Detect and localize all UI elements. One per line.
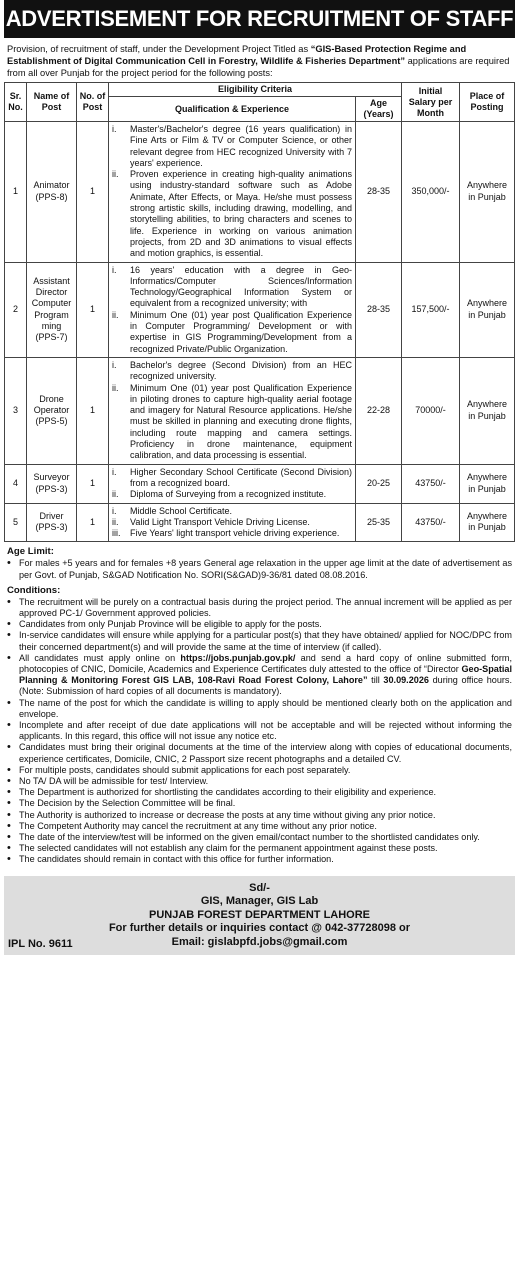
condition-item-apply: • All candidates must apply online on https://jobs.punjab.gov.pk/ and send a hard copy of online submitted form, photocopies of CNIC, Domicile, Academics and Experience Certificates duly attested to the office of “Director Geo-Spatial Planning & Monitoring Forest GIS LAB, 108-Ravi Road Forest Colony, Lahore” till 30.09.2026 during office hours. (Note: Submission of hard copies of all documents is mandatory).	[7, 651, 512, 697]
qualification-numeral: ii.	[112, 309, 119, 320]
qualification-text: Valid Light Transport Vehicle Driving License.	[130, 516, 310, 527]
conditions-heading: Conditions:	[7, 584, 61, 596]
age-limit-item: • For males +5 years and for females +8 years General age relaxation in the upper age limit at the date of advertisement as per Govt. of Punjab, S&GAD Notification No. SORI(S&GAD)9-36/81 dated 08.08.2016.	[7, 557, 512, 580]
condition-item: • Incomplete and after receipt of due date applications will not be acceptable and will be rejected without informing the applicants. In this regard, this office will not issue any notice etc.	[7, 719, 512, 742]
cell-place: Anywhere in Punjab	[460, 122, 515, 263]
apply-url-link[interactable]: https://jobs.punjab.gov.pk/	[180, 652, 296, 663]
qualification-numeral: ii.	[112, 382, 119, 393]
posts-table-body	[5, 122, 515, 542]
cell-sr: 5	[5, 503, 27, 542]
qualification-numeral: ii.	[112, 516, 119, 527]
table-row	[5, 464, 515, 503]
condition-item: • The Competent Authority may cancel the recruitment at any time without any prior notice.	[7, 819, 377, 832]
qualification-item	[112, 360, 352, 383]
cell-qualification	[109, 122, 356, 263]
cell-qualification	[109, 262, 356, 357]
advertisement	[4, 0, 515, 955]
cell-qualification	[109, 357, 356, 464]
qualification-item	[112, 467, 352, 490]
footer-department: PUNJAB FOREST DEPARTMENT LAHORE	[148, 908, 371, 921]
qualification-numeral: i.	[112, 264, 117, 275]
condition-item: • No TA/ DA will be admissible for test/ Interview.	[7, 775, 209, 788]
condition-item: • The Authority is authorized to increase or decrease the posts at any time without giving any prior notice.	[7, 808, 436, 821]
age-limit-list	[4, 558, 515, 580]
qualification-item	[112, 489, 352, 500]
apply-text-2: and send a hard copy of online submitted form, photocopies of CNIC, Domicile, Academics and Experience Certificates duly attested to the office of “Director	[19, 652, 512, 675]
qualification-text: Minimum One (01) year post Qualification Experience in piloting drones to capture high-quality aerial footage and imagery for Natural Resource applications. He/she must be skilled in planning and executing drone flights, including route mapping and camera settings. Proficiency in drone maintenance, equipment calibration, and data processing is essential.	[130, 382, 352, 461]
cell-age: 20-25	[356, 464, 402, 503]
qualification-text: Master's/Bachelor's degree (16 years qualification) in Fine Arts or Film & TV or Computer Science, or other relevant degree from HEC recognized University with 7 years' experience.	[130, 124, 352, 168]
cell-post-name: Driver (PPS-3)	[27, 503, 77, 542]
qualification-numeral: i.	[112, 466, 117, 477]
qualification-item	[112, 124, 352, 169]
table-row	[5, 262, 515, 357]
qualification-text: Diploma of Surveying from a recognized institute.	[130, 489, 327, 500]
qualification-item	[112, 506, 352, 517]
age-limit-heading: Age Limit:	[7, 546, 54, 558]
cell-post-name: Drone Operator (PPS-5)	[27, 357, 77, 464]
table-row	[5, 357, 515, 464]
cell-qualification	[109, 503, 356, 542]
cell-place: Anywhere in Punjab	[460, 262, 515, 357]
cell-sr: 4	[5, 464, 27, 503]
cell-age: 22-28	[356, 357, 402, 464]
cell-place: Anywhere in Punjab	[460, 503, 515, 542]
header-salary: Initial Salary per Month	[402, 83, 460, 122]
qualification-item	[112, 528, 352, 539]
qualification-numeral: i.	[112, 505, 117, 516]
footer-contact: For further details or inquiries contact @ 042-37728098 or	[108, 922, 411, 935]
footer-designation: GIS, Manager, GIS Lab	[200, 895, 319, 908]
cell-qualification	[109, 464, 356, 503]
cell-num-posts: 1	[77, 262, 109, 357]
condition-item: • The date of the interview/test will be informed on the given email/contact number to the shortlisted candidates only.	[7, 831, 480, 844]
qualification-item	[112, 169, 352, 259]
qualification-item	[112, 517, 352, 528]
cell-post-name: Animator (PPS-8)	[27, 122, 77, 263]
cell-age: 28-35	[356, 262, 402, 357]
qualification-text: Higher Secondary School Certificate (Second Division) from a recognized board.	[130, 466, 352, 488]
condition-item: • The selected candidates will not establish any claim for the permanent appointment against these posts.	[7, 842, 438, 855]
ipl-number: IPL No. 9611	[8, 937, 73, 950]
qualification-numeral: ii.	[112, 169, 119, 180]
header-sr: Sr. No.	[5, 83, 27, 122]
project-title: “GIS-Based Protection Regime and Establishment of Digital Communication Cell in Forestry, Wildlife & Fisheries Department”	[7, 44, 467, 66]
cell-num-posts: 1	[77, 122, 109, 263]
header-eligibility: Eligibility Criteria	[109, 83, 402, 97]
qualification-item	[112, 265, 352, 310]
cell-num-posts: 1	[77, 503, 109, 542]
cell-post-name: Assistant Director Computer Program ming (PPS-7)	[27, 262, 77, 357]
condition-item: • For multiple posts, candidates should submit applications for each post separately.	[7, 763, 351, 776]
condition-item: • The Decision by the Selection Committee will be final.	[7, 797, 236, 810]
cell-place: Anywhere in Punjab	[460, 464, 515, 503]
apply-text-3: till	[367, 675, 384, 686]
cell-salary: 43750/-	[402, 503, 460, 542]
cell-sr: 1	[5, 122, 27, 263]
footer-email: Email: gislabpfd.jobs@gmail.com	[171, 935, 348, 948]
header-age: Age (Years)	[356, 97, 402, 122]
qualification-numeral: i.	[112, 124, 117, 134]
qualification-text: Proven experience in creating high-quality animations using industry-standard software such as Adobe Animate, After Effects, or Maya. He/she must possess strong artistic skills, including drawing, modelling, and storytelling abilities, to bring characters and scenes to life. Experience in working on various animation projects, from 2D and 3D animations to visual effects and motion graphics, is essential.	[130, 169, 352, 259]
apply-text-1: All candidates must apply online on	[19, 652, 181, 663]
table-row	[5, 503, 515, 542]
qualification-numeral: iii.	[112, 528, 121, 539]
header-num: No. of Post	[77, 83, 109, 122]
qualification-text: Bachelor's degree (Second Division) from an HEC recognized university.	[130, 359, 352, 382]
cell-sr: 2	[5, 262, 27, 357]
condition-item: • The name of the post for which the candidate is willing to apply should be mentioned clearly both on the application and envelope.	[7, 696, 512, 719]
table-row	[5, 122, 515, 263]
cell-salary: 43750/-	[402, 464, 460, 503]
cell-sr: 3	[5, 357, 27, 464]
qualification-text: Five Years' light transport vehicle driving experience.	[130, 528, 340, 539]
qualification-numeral: ii.	[112, 489, 119, 500]
header-place: Place of Posting	[460, 83, 515, 122]
condition-item: • The recruitment will be purely on a contractual basis during the project period. The annual increment will be applied as per approved PC-1/ Government approved policies.	[7, 595, 512, 618]
qualification-item	[112, 310, 352, 355]
intro-post: applications are required from all over Punjab for the project period for the following posts:	[7, 56, 510, 78]
apply-text-4: during office hours. (Note: Submission of hard copies of all documents is mandatory).	[19, 675, 512, 697]
conditions-list	[4, 597, 515, 866]
intro-pre: Provision, of recruitment of staff, under the Development Project Titled as	[7, 44, 311, 54]
apply-deadline: 30.09.2026	[383, 675, 429, 686]
cell-post-name: Surveyor (PPS-3)	[27, 464, 77, 503]
qualification-numeral: i.	[112, 359, 117, 370]
condition-item: • In-service candidates will ensure while applying for a particular post(s) that they have obtained/ applied for NOC/DPC from their concerned department(s) and will provide the same at the time of interview (if called).	[7, 629, 512, 652]
qualification-text: Minimum One (01) year post Qualification Experience in Computer Programming/ Development or with expertise in GIS Programming/Development from a recognized Private/Public Organization.	[130, 309, 352, 354]
condition-item: • Candidates must bring their original documents at the time of the interview along with copies of educational documents, experience certificates, Domicile, CNIC, 2 Passport size recent photographs and a detailed CV.	[7, 741, 512, 764]
apply-office: Geo-Spatial Planning & Monitoring Forest GIS LAB, 108-Ravi Road Forest Colony, Lahore”	[19, 664, 512, 686]
cell-num-posts: 1	[77, 464, 109, 503]
cell-salary: 350,000/-	[402, 122, 460, 263]
qualification-item	[112, 383, 352, 462]
posts-table	[4, 82, 515, 542]
qualification-text: 16 years' education with a degree in Geo-Informatics/Computer Sciences/Information Technology/Geographical Information System or equivalent from a recognized university; with	[130, 264, 352, 309]
headline: ADVERTISEMENT FOR RECRUITMENT OF STAFF	[4, 0, 515, 38]
cell-place: Anywhere in Punjab	[460, 357, 515, 464]
cell-num-posts: 1	[77, 357, 109, 464]
cell-salary: 70000/-	[402, 357, 460, 464]
cell-salary: 157,500/-	[402, 262, 460, 357]
condition-item: • Candidates from only Punjab Province will be eligible to apply for the posts.	[7, 618, 322, 631]
header-name: Name of Post	[27, 83, 77, 122]
cell-age: 25-35	[356, 503, 402, 542]
cell-age: 28-35	[356, 122, 402, 263]
intro-paragraph	[7, 43, 512, 79]
condition-item: • The candidates should remain in contact with this office for further information.	[7, 853, 334, 866]
header-qualification: Qualification & Experience	[109, 97, 356, 122]
footer	[4, 876, 515, 956]
qualification-text: Middle School Certificate.	[130, 505, 233, 516]
signature-mark: Sd/-	[249, 881, 270, 894]
condition-item: • The Department is authorized for shortlisting the candidates according to their eligibility and experience.	[7, 786, 437, 799]
